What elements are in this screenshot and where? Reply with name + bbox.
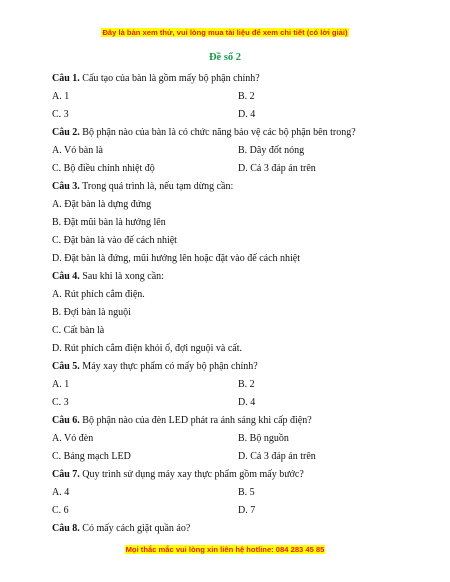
option-row [52,88,412,106]
option-row [52,376,412,394]
option: D. 4 [238,109,256,120]
exam-title: Đề số 2 [208,52,242,63]
option: B. Đặt mũi bàn là hướng lên [52,217,166,228]
option: C. 6 [52,505,69,516]
option: A. Rút phích cắm điện. [52,289,145,300]
option: C. Bộ điều chỉnh nhiệt độ [52,163,155,174]
option-row [52,502,412,520]
option: B. 5 [238,487,255,498]
option-row [52,142,412,160]
question-number: Câu 2. [52,127,80,138]
option: B. 2 [238,91,255,102]
option: A. Vỏ đèn [52,433,94,444]
question-number: Câu 1. [52,73,80,84]
option-row [52,160,412,178]
question-number: Câu 8. [52,523,80,534]
option: A. Đặt bàn là dựng đứng [52,199,152,210]
question-number: Câu 7. [52,469,80,480]
question-number: Câu 3. [52,181,80,192]
question-text: Có mấy cách giặt quần áo? [82,523,191,534]
hotline-banner [0,545,450,554]
option: D. 7 [238,505,256,516]
question-number: Câu 5. [52,361,80,372]
option: C. Đặt bàn là vào đế cách nhiệt [52,235,177,246]
question-text: Máy xay thực phẩm có mấy bộ phận chính? [82,361,258,372]
question-2 [52,124,412,142]
question-text: Quy trình sử dụng máy xay thực phẩm gồm mấy bước? [82,469,304,480]
option: C. 3 [52,109,69,120]
option-row [52,106,412,124]
question-3 [52,178,412,196]
option: D. Cả 3 đáp án trên [238,451,316,462]
question-6 [52,412,412,430]
option-row [52,394,412,412]
preview-notice-text: Đây là bản xem thử, vui lòng mua tài liệu để xem chi tiết (có lời giải) [102,28,348,37]
option-row [52,430,412,448]
hotline-text: Mọi thắc mắc vui lòng xin liên hệ hotline: 084 283 45 85 [125,545,325,554]
option: B. Bộ nguồn [238,433,289,444]
question-text: Bộ phận nào của đèn LED phát ra ánh sáng khi cấp điện? [82,415,312,426]
option: B. Dây đốt nóng [238,145,305,156]
option: D. Đặt bàn là đứng, mũi hướng lên hoặc đặt vào đế cách nhiệt [52,253,300,264]
option: A. 1 [52,379,70,390]
option: C. Bảng mạch LED [52,451,131,462]
question-4 [52,268,412,286]
option: A. 4 [52,487,70,498]
option-row [52,448,412,466]
option: D. Cả 3 đáp án trên [238,163,316,174]
question-text: Bộ phận nào của bàn là có chức năng bảo vệ các bộ phận bên trong? [82,127,356,138]
question-1 [52,70,412,88]
question-text: Cấu tạo của bàn là gồm mấy bộ phận chính? [82,73,260,84]
question-list [52,70,412,538]
question-text: Trong quá trình là, nếu tạm dừng cần: [82,181,234,192]
option: B. 2 [238,379,255,390]
option: C. 3 [52,397,69,408]
preview-notice-banner [0,28,450,37]
option: D. 4 [238,397,256,408]
question-text: Sau khi là xong cần: [82,271,164,282]
option: D. Rút phích cắm điện khỏi ổ, đợi nguội và cất. [52,343,242,354]
option: B. Đợi bàn là nguội [52,307,131,318]
option: A. Vỏ bàn là [52,145,103,156]
question-5 [52,358,412,376]
question-number: Câu 4. [52,271,80,282]
option: C. Cất bàn là [52,325,105,336]
option: A. 1 [52,91,70,102]
question-7 [52,466,412,484]
question-number: Câu 6. [52,415,80,426]
option-row [52,484,412,502]
question-8 [52,520,412,538]
